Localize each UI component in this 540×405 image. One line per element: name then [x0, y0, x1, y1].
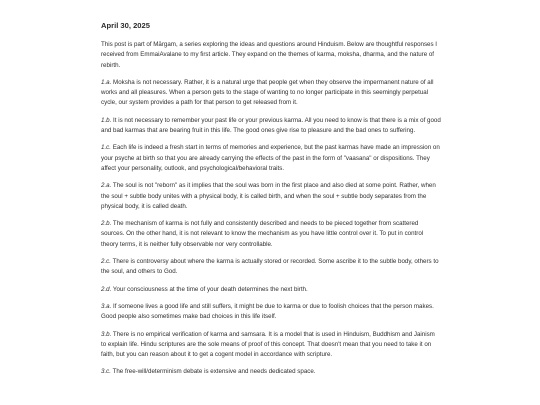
item-id: 1.a.	[101, 78, 112, 86]
item-text: If someone lives a good life and still suffers, it might be due to karma or due to foolish choices that the person makes. Good people also sometimes make bad choices in this life itself.	[101, 302, 434, 321]
intro-text-after: to my first article. They expand on the themes of karma, moksha, dharma, and the nature of rebirth.	[101, 51, 435, 69]
list-item	[101, 78, 441, 109]
list-item	[101, 116, 441, 137]
post-date: April 30, 2025	[101, 21, 150, 30]
item-id: 2.a.	[101, 182, 112, 190]
list-item	[101, 257, 441, 278]
item-text: Each life is indeed a fresh start in terms of memories and experience, but the past karmas have made an impression on your psyche at birth so that you are already carrying the effects of the past in the form of "vaasana" or dispositions. They affect your personality, outlook, and psychological/behavioral traits.	[101, 144, 440, 172]
intro-text-before: This post is part of Mārgam, a series exploring the ideas and questions around Hinduism. Below are thoughtful responses I received from	[101, 41, 438, 59]
list-item	[101, 285, 441, 295]
item-text: The free-will/determinism debate is extensive and needs dedicated space.	[110, 368, 316, 376]
item-text: Moksha is not necessary. Rather, it is a natural urge that people get when they observe the impermanent nature of all works and all pleasures. When a person gets to the stage of wanting to no longer participate in this seemingly perpetual cycle, our system provides a path for that person to get released from it.	[101, 78, 434, 107]
list-item	[101, 367, 441, 377]
item-id: 2.b.	[101, 220, 112, 228]
item-text: It is not necessary to remember your past life or your previous karma. All you need to know is that there is a mix of good and bad karmas that are bearing fruit in this life. The good ones give rise to pleasure and the bad ones to suffering.	[101, 116, 441, 135]
item-text: The soul is not "reborn" as it implies that the soul was born in the first place and also died at some point. Rather, when the soul + subtle body unites with a physical body, it is called birth, and when the soul + subtle body separates from the physical body, it is called death.	[101, 182, 436, 210]
list-item	[101, 219, 441, 250]
list-item	[101, 181, 441, 212]
item-id: 1.b.	[101, 116, 112, 124]
list-item	[101, 302, 441, 323]
intro-paragraph	[101, 40, 441, 71]
item-text: There is no empirical verification of karma and samsara. It is a model that is used in Hinduism, Buddhism and Jainism to explain life. Hindu scriptures are the sole means of proof of this concept. That doesn't mean that you need to take it on faith, but you can reason about it to get a cogent model in accordance with scripture.	[101, 330, 435, 359]
item-text: There is controversy about where the karma is actually stored or recorded. Some ascribe it to the subtle body, others to the soul, and others to God.	[101, 258, 439, 276]
author-link[interactable]: EmmaiAvalane	[140, 51, 182, 59]
item-id: 3.b.	[101, 330, 112, 338]
list-item	[101, 143, 441, 174]
article	[101, 21, 441, 385]
item-text: Your consciousness at the time of your death determines the next birth.	[111, 285, 308, 293]
item-text: The mechanism of karma is not fully and consistently described and needs to be pieced together from scattered sources. On the other hand, it is not relevant to know the mechanism as you have little control over it. To put in control theory terms, it is neither fully observable nor very controllable.	[101, 220, 424, 248]
item-id: 2.d.	[101, 285, 112, 293]
item-id: 2.c.	[101, 258, 111, 266]
list-item	[101, 330, 441, 361]
item-id: 3.a.	[101, 302, 112, 310]
item-id: 1.c.	[101, 144, 111, 152]
item-id: 3.c.	[101, 368, 111, 376]
